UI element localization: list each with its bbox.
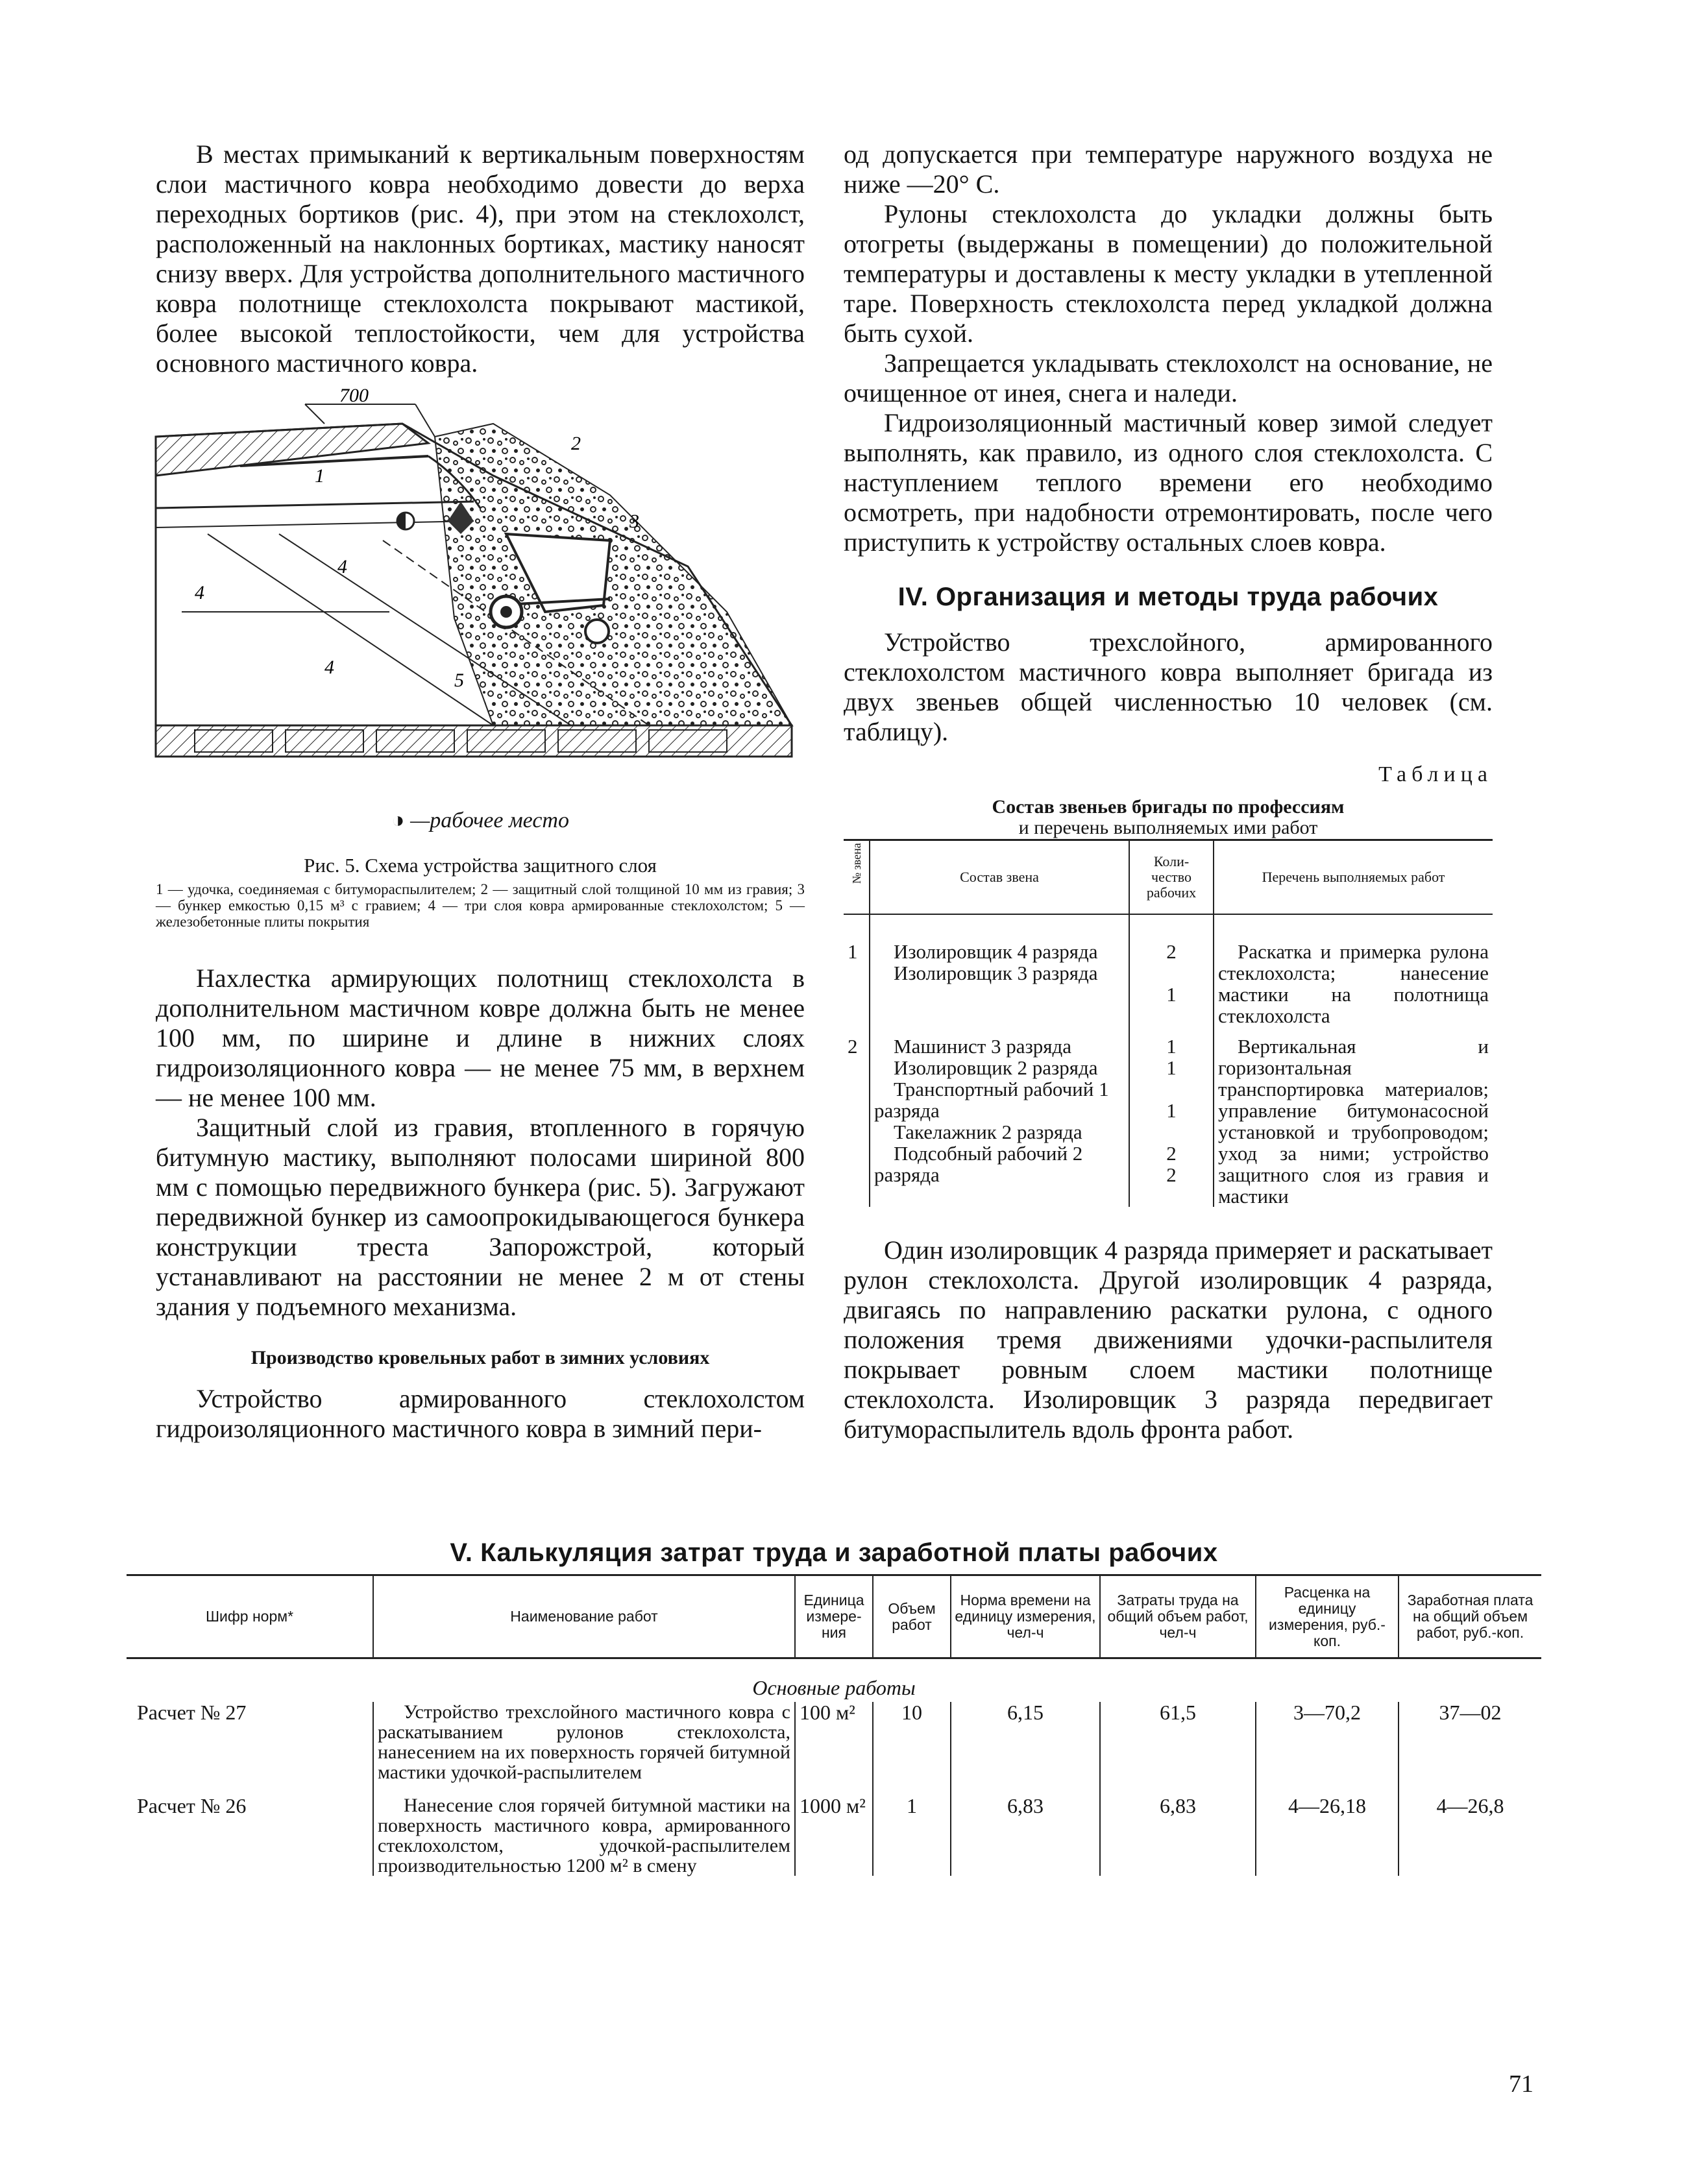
table-header: Коли-чество рабочих bbox=[1129, 841, 1214, 914]
table-header: № звена bbox=[844, 841, 870, 914]
table-header: Заработная плата на общий объем работ, руб.-коп. bbox=[1399, 1575, 1541, 1658]
table-header: Расценка на единицу измерения, руб.-коп. bbox=[1256, 1575, 1399, 1658]
paragraph: Устройство армированного стеклохолстом гидроизоляционного мастичного ковра в зимний пери- bbox=[156, 1384, 805, 1443]
paragraph: Запрещается укладывать стеклохолст на основание, не очищенное от инея, снега и наледи. bbox=[844, 348, 1493, 407]
table-header: Объем работ bbox=[873, 1575, 951, 1658]
paragraph: Гидроизоляционный мастичный ковер зимой следует выполнять, как правило, из одного слоя стеклохолста. С наступлением теплого времени его необходимо осмотреть, при надобности отремонтировать, после чего приступить к устройству остальных слоев ковра. bbox=[844, 408, 1493, 557]
wage: 37—02 bbox=[1399, 1702, 1541, 1782]
callout-label: 2 bbox=[571, 433, 581, 454]
table-row bbox=[844, 1026, 1493, 1207]
rate: 3—70,2 bbox=[1256, 1702, 1399, 1782]
labor-cost: 61,5 bbox=[1100, 1702, 1256, 1782]
labor-cost: 6,83 bbox=[1100, 1795, 1256, 1876]
paragraph: Защитный слой из гравия, втопленного в горячую битумную мастику, выполняют полосами шириной 800 мм с помощью передвижного бункера (рис. 5). Загружают передвижной бункер из самоопрокидывающегося бункера конструкции треста Запорожстрой, который устанавливают на расстоянии не менее 2 м от стены здания у подъемного механизма. bbox=[156, 1113, 805, 1321]
crew-members: Изолировщик 4 разряда Изолировщик 3 разряда bbox=[870, 941, 1129, 1026]
paragraph: од допускается при температуре наружного воздуха не ниже —20° С. bbox=[844, 140, 1493, 199]
right-column bbox=[844, 140, 1493, 1444]
table-header: Перечень выполняемых работ bbox=[1214, 841, 1493, 914]
callout-label: 4 bbox=[324, 657, 334, 678]
rate: 4—26,18 bbox=[1256, 1795, 1399, 1876]
group-label: Основные работы bbox=[752, 1676, 916, 1699]
wage: 4—26,8 bbox=[1399, 1795, 1541, 1876]
section-heading: IV. Организация и методы труда рабочих bbox=[898, 583, 1439, 611]
table-header: Наименование работ bbox=[373, 1575, 795, 1658]
crew-number: 1 bbox=[848, 940, 858, 963]
subheading: Производство кровельных работ в зимних условиях bbox=[250, 1347, 710, 1368]
work-name: Нанесение слоя горячей битумной мастики на поверхность мастичного ковра, армированного стеклохолстом, удочкой-распылителем производительностью 1200 м² в смену bbox=[373, 1795, 795, 1876]
unit: 1000 м² bbox=[795, 1795, 873, 1876]
table-header: Шифр норм* bbox=[127, 1575, 373, 1658]
time-norm: 6,15 bbox=[951, 1702, 1100, 1782]
table-row bbox=[127, 1702, 1541, 1782]
table-header: Затраты труда на общий объем работ, чел-ч bbox=[1100, 1575, 1256, 1658]
table-row bbox=[844, 941, 1493, 1026]
page-number: 71 bbox=[1509, 2070, 1533, 2098]
work-name: Устройство трехслойного мастичного ковра с раскатыванием рулонов стеклохолста, нанесением на их поверхность горячей битумной мастики удочкой-распылителем bbox=[373, 1702, 795, 1782]
table-header: Состав звена bbox=[870, 841, 1129, 914]
table-title: Состав звеньев бригады по профессиям bbox=[992, 796, 1345, 818]
table-header: Норма времени на единицу измерения, чел-ч bbox=[951, 1575, 1100, 1658]
table-row bbox=[127, 1795, 1541, 1876]
cost-table bbox=[127, 1574, 1541, 1876]
section-heading: V. Калькуляция затрат труда и заработной платы рабочих bbox=[450, 1538, 1218, 1567]
figure-5 bbox=[156, 385, 805, 930]
paragraph: Нахлестка армирующих полотнищ стеклохолста в дополнительном мастичном ковре должна быть не менее 100 мм, по ширине и длине в нижних слоях гидроизоляционного ковра — не менее 75 мм, в верхнем — не менее 100 мм. bbox=[156, 964, 805, 1112]
figure-legend: 1 — удочка, соединяемая с битумораспылителем; 2 — защитный слой толщиной 10 мм из гравия; 3 — бункер емкостью 0,15 м³ с гравием; 4 — три слоя ковра армированные стеклохолстом; 5 — железобетонные плиты покрытия bbox=[156, 881, 805, 930]
table-title: и перечень выполняемых ими работ bbox=[844, 818, 1493, 841]
dimension-label: 700 bbox=[339, 385, 369, 406]
crew-counts: 1 1 1 2 2 bbox=[1129, 1026, 1214, 1207]
crew-number: 2 bbox=[848, 1035, 858, 1058]
table-label: Таблица bbox=[1378, 762, 1493, 786]
left-column bbox=[156, 140, 805, 1444]
figure-caption: Рис. 5. Схема устройства защитного слоя bbox=[304, 854, 657, 877]
paragraph: Устройство трехслойного, армированного стеклохолстом мастичного ковра выполняет бригада из двух звеньев общей численностью 10 человек (см. таблицу). bbox=[844, 627, 1493, 746]
paragraph: В местах примыканий к вертикальным поверхностям слои мастичного ковра необходимо довести до верха переходных бортиков (рис. 4), при этом на стеклохолст, расположенный на наклонных бортиках, мастику наносят снизу вверх. Для устройства дополнительного мастичного ковра полотнище стеклохолста покрывают мастикой, более высокой теплостойкости, чем для устройства основного мастичного ковра. bbox=[156, 140, 805, 378]
callout-label: 1 bbox=[315, 465, 324, 487]
crew-works: Вертикальная и горизонтальная транспортировка материалов; управление битумонасосной установкой и трубопроводом; уход за ними; устройство защитного слоя из гравия и мастики bbox=[1214, 1026, 1493, 1207]
volume: 1 bbox=[873, 1795, 951, 1876]
callout-label: 3 bbox=[629, 511, 639, 532]
callout-label: 4 bbox=[337, 556, 347, 577]
protective-layer-diagram bbox=[156, 385, 805, 794]
norm-code: Расчет № 26 bbox=[137, 1794, 247, 1817]
paragraph: Рулоны стеклохолста до укладки должны быть отогреты (выдержаны в помещении) до положительной температуры и доставлены к месту укладки в утепленной таре. Поверхность стеклохолста перед укладкой должна быть сухой. bbox=[844, 199, 1493, 348]
unit: 100 м² bbox=[795, 1702, 873, 1782]
table-header: Единица измере-ния bbox=[795, 1575, 873, 1658]
paragraph: Один изолировщик 4 разряда примеряет и раскатывает рулон стеклохолста. Другой изолировщик 4 разряда, двигаясь по направлению раскатки рулона, с одного положения тремя движениями удочки-распылителя покрывает ровным слоем мастики полотнище стеклохолста. Изолировщик 3 разряда передвигает битумораспылитель вдоль фронта работ. bbox=[844, 1235, 1493, 1444]
crew-table bbox=[844, 841, 1493, 1207]
crew-works: Раскатка и примерка рулона стеклохолста; нанесение мастики на полотнища стеклохолста bbox=[1214, 941, 1493, 1026]
working-place-legend: ◑ —рабочее место bbox=[391, 808, 569, 832]
callout-label: 4 bbox=[195, 582, 204, 603]
time-norm: 6,83 bbox=[951, 1795, 1100, 1876]
crew-members: Машинист 3 разряда Изолировщик 2 разряда Транспортный рабочий 1 разряда Такелажник 2 разряда Подсобный рабочий 2 разряда bbox=[870, 1026, 1129, 1207]
callout-label: 5 bbox=[454, 670, 464, 691]
crew-counts: 2 1 bbox=[1129, 941, 1214, 1026]
volume: 10 bbox=[873, 1702, 951, 1782]
norm-code: Расчет № 27 bbox=[137, 1701, 247, 1724]
